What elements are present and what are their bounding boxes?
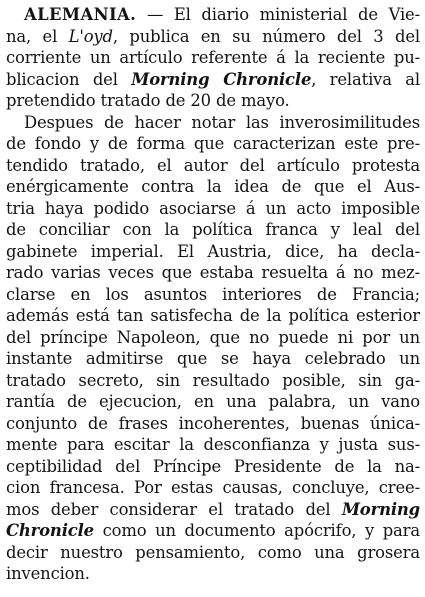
article-line: Despues de hacer notar las inverosimilitudes xyxy=(24,112,420,132)
article-line: pretendido tratado de 20 de mayo. xyxy=(6,91,290,110)
article-line: además está tan satisfecha de la política esterior xyxy=(6,306,420,325)
article-line xyxy=(6,520,420,542)
article-line: clarse en los asuntos interiores de Francia; xyxy=(6,284,420,304)
newspaper-name: Morning xyxy=(341,499,420,519)
article-line: cion francesa. Por estas causas, concluye, cree- xyxy=(6,478,420,497)
newspaper-article xyxy=(6,4,420,585)
article-line: enérgicamente contra la idea de que el Aus- xyxy=(6,177,420,196)
article-line: rantía de ejecucion, en una palabra, un vano xyxy=(6,392,420,411)
article-text: blicacion del xyxy=(6,69,132,89)
article-line: ceptibilidad del Príncipe Presidente de la na- xyxy=(6,456,420,476)
article-line xyxy=(6,69,420,91)
article-line: tendido tratado, el autor del artículo protesta xyxy=(6,155,420,175)
newspaper-name: Chronicle xyxy=(6,521,94,540)
article-line: de conciliar con la política franca y leal del xyxy=(6,220,420,239)
newspaper-name: Morning Chronicle xyxy=(131,69,312,89)
article-line: gabinete imperial. El Austria, dice, ha decla- xyxy=(6,241,420,261)
article-line: mente para escitar la desconfianza y justa sus- xyxy=(6,435,420,454)
article-line: rado varias veces que estaba resuelta á no mez- xyxy=(6,263,420,282)
article-line: decir nuestro pensamiento, como una grosera xyxy=(6,542,420,562)
article-text: , publica en su número del 3 del xyxy=(112,26,420,46)
article-line: instante admitirse que se haya celebrado un xyxy=(6,349,420,368)
article-line xyxy=(6,26,420,48)
article-line: corriente un artículo referente á la reciente pu- xyxy=(6,48,420,67)
article-heading: ALEMANIA. xyxy=(24,5,137,24)
article-line: tria haya podido asociarse á un acto imposible xyxy=(6,198,420,218)
article-line: invencion. xyxy=(6,564,90,583)
article-text: — El diario ministerial de Vie- xyxy=(136,5,420,24)
article-text: mos deber considerar el tratado del xyxy=(6,499,342,519)
article-line xyxy=(6,499,420,521)
article-text: como un documento apócrifo, y para xyxy=(93,521,420,540)
article-line xyxy=(6,4,420,26)
article-line: del príncipe Napoleon, que no puede ni por un xyxy=(6,327,420,347)
article-line: tratado secreto, sin resultado posible, sin ga- xyxy=(6,370,420,390)
article-line: de fondo y de forma que caracterizan este pre- xyxy=(6,134,420,153)
article-text: , relativa al xyxy=(311,69,420,89)
article-line: conjunto de frases incoherentes, buenas única- xyxy=(6,413,420,433)
article-text: na, el xyxy=(6,26,69,46)
newspaper-name: L'oyd xyxy=(68,26,113,46)
